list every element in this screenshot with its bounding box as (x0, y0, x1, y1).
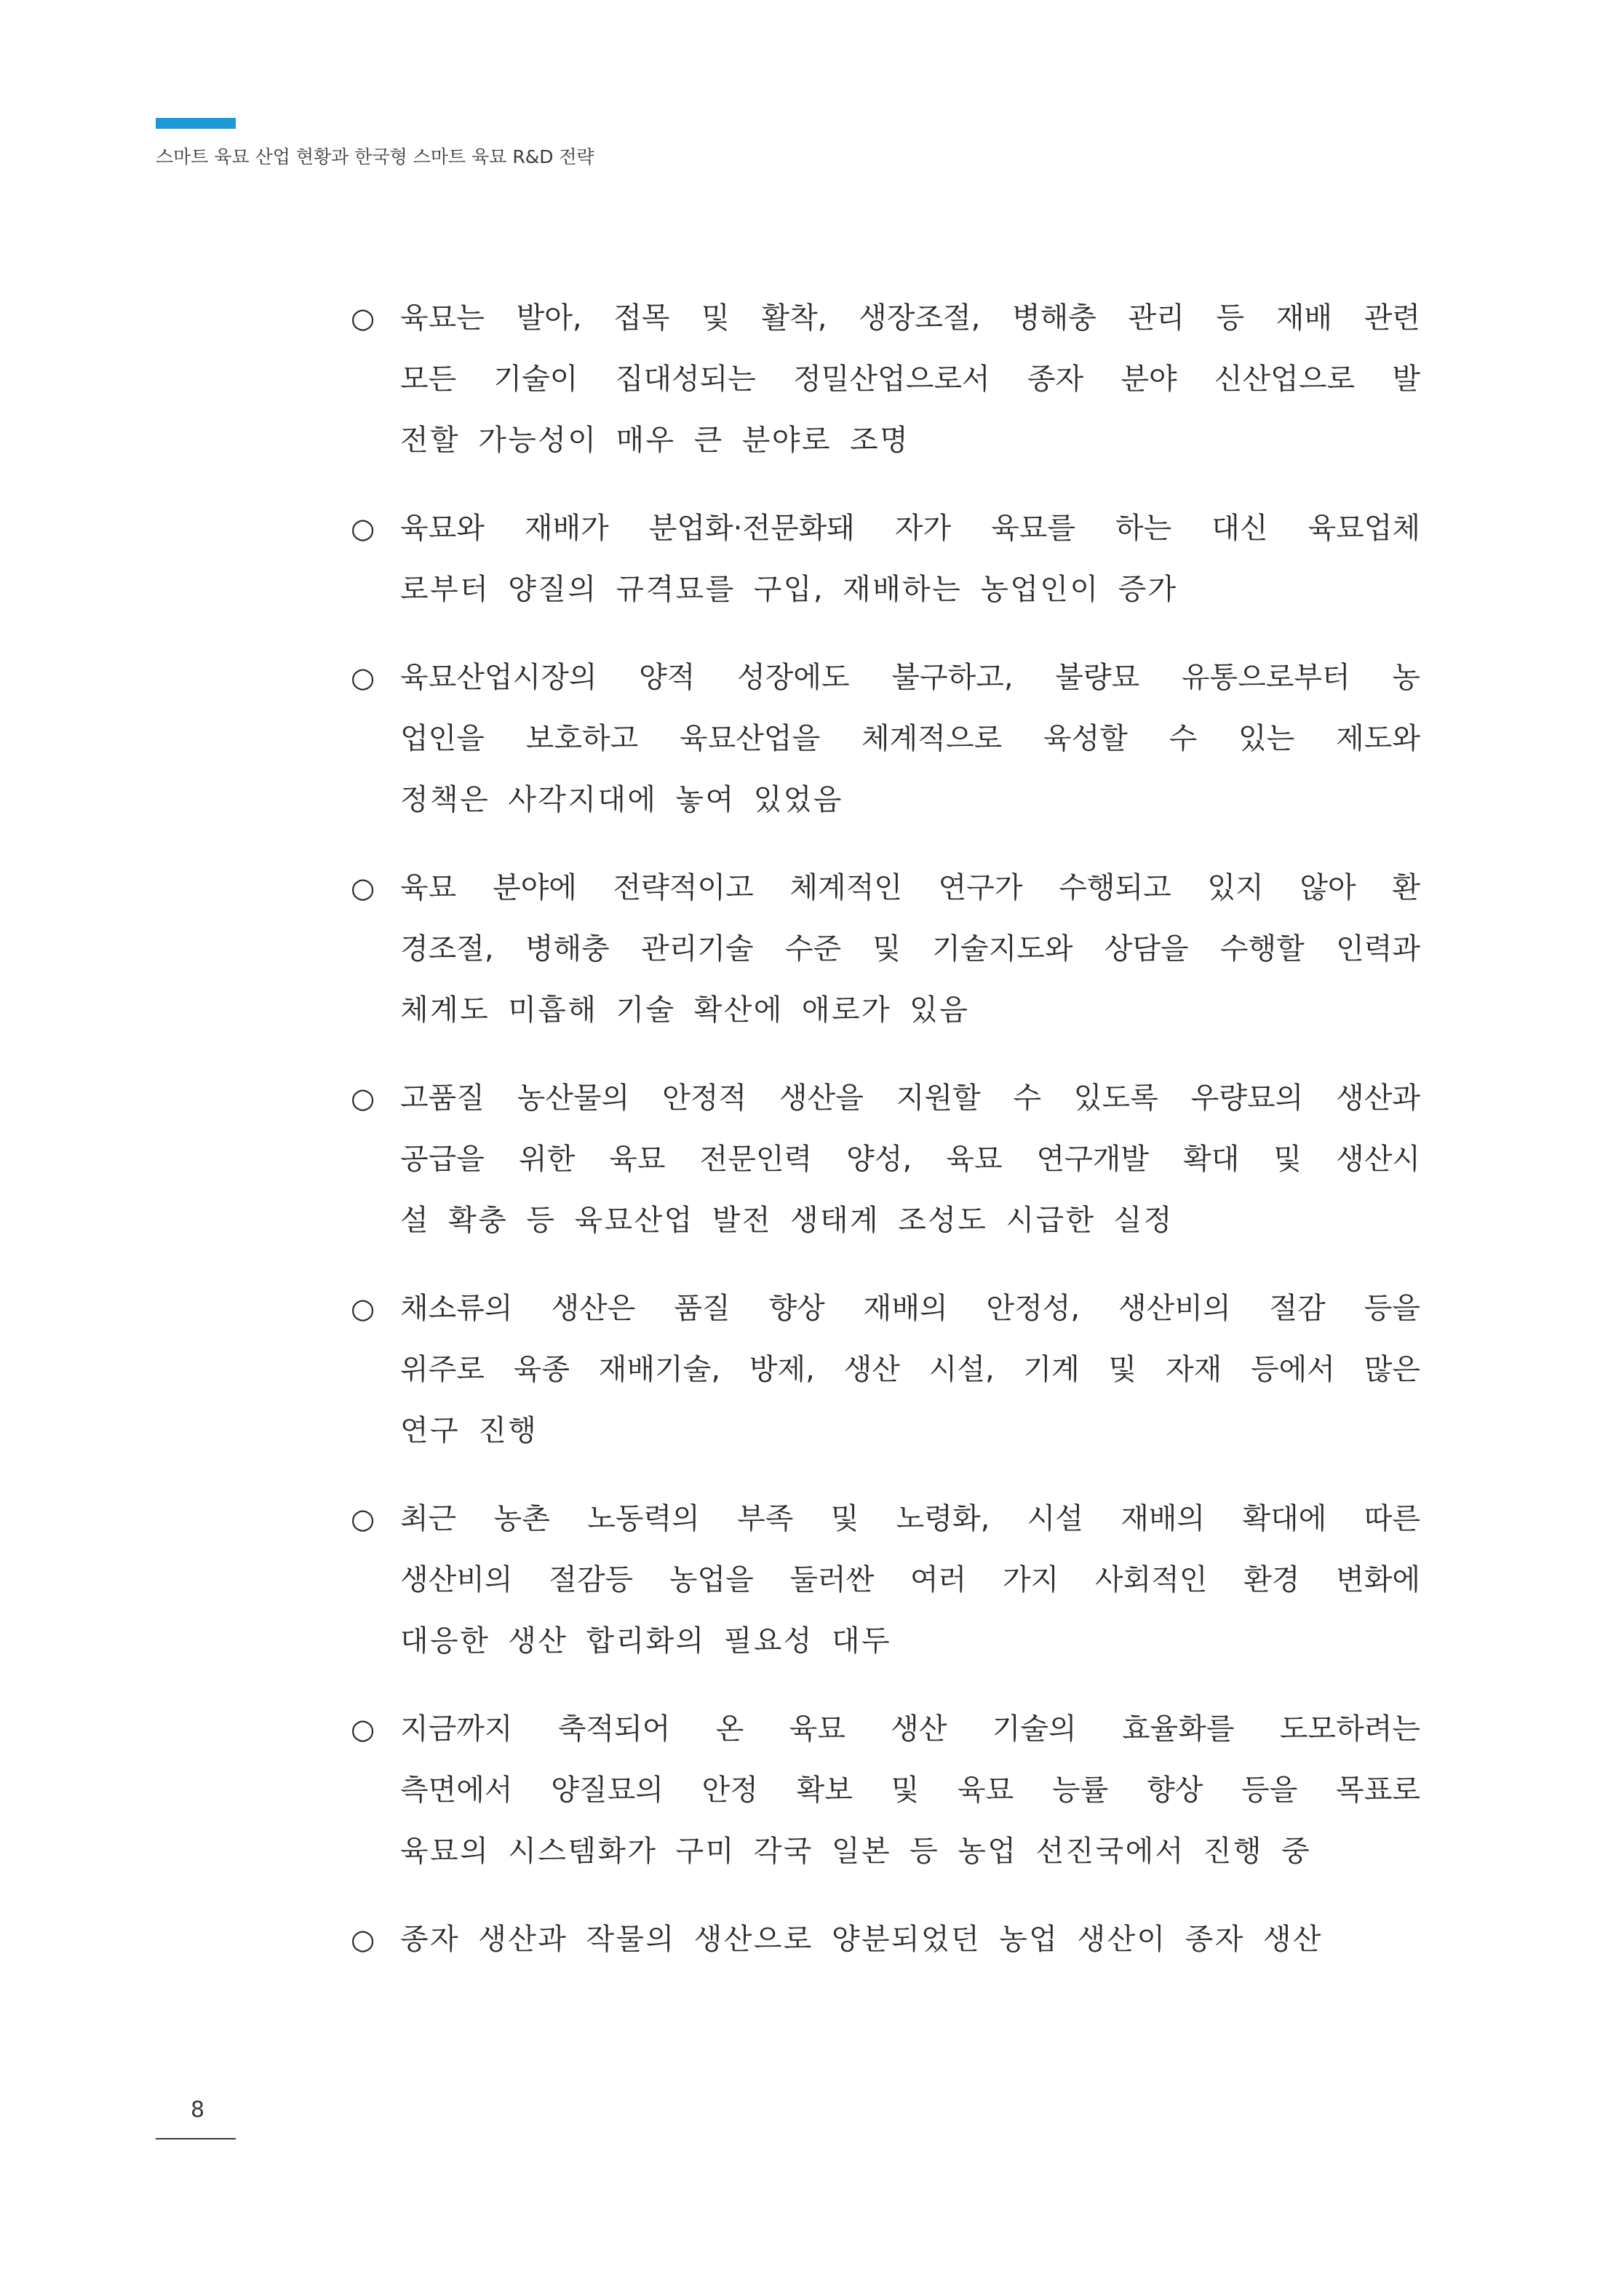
bullet-circle-icon: ○ (351, 872, 375, 904)
bullet-text-line: 최근 농촌 노동력의 부족 및 노령화, 시설 재배의 확대에 따른 (400, 1502, 1420, 1535)
bullet-text-line: 육묘 분야에 전략적이고 체계적인 연구가 수행되고 있지 않아 환 (400, 871, 1420, 905)
bullet-text-line: 모든 기술이 집대성되는 정밀산업으로서 종자 분야 신산업으로 발 (400, 362, 1420, 396)
bullet-text-line: 지금까지 축적되어 온 육묘 생산 기술의 효율화를 도모하려는 (400, 1712, 1420, 1746)
bullet-text-line: 육묘산업시장의 양적 성장에도 불구하고, 불량묘 유통으로부터 농 (400, 661, 1420, 694)
bullet-text-line: 종자 생산과 작물의 생산으로 양분되었던 농업 생산이 종자 생산 (400, 1923, 1323, 1956)
bullet-item (351, 1909, 1420, 1970)
running-header-title: 스마트 육묘 산업 현황과 한국형 스마트 육묘 R&D 전략 (156, 146, 594, 167)
bullet-text-line: 생산비의 절감등 농업을 둘러싼 여러 가지 사회적인 환경 변화에 (400, 1563, 1420, 1597)
bullet-circle-icon: ○ (351, 1082, 375, 1114)
bullet-text-line: 육묘의 시스템화가 구미 각국 일본 등 농업 선진국에서 진행 중 (400, 1835, 1312, 1868)
bullet-text-line: 대응한 생산 합리화의 필요성 대두 (400, 1624, 892, 1658)
bullet-circle-icon: ○ (351, 512, 375, 544)
bullet-text-line: 육묘는 발아, 접목 및 활착, 생장조절, 병해충 관리 등 재배 관련 (400, 301, 1420, 335)
header-accent-bar (156, 118, 236, 129)
bullet-text-line: 채소류의 생산은 품질 향상 재배의 안정성, 생산비의 절감 등을 (400, 1292, 1420, 1325)
bullet-text-line: 육묘와 재배가 분업화·전문화돼 자가 육묘를 하는 대신 육묘업체 (400, 512, 1420, 545)
bullet-text-line: 위주로 육종 재배기술, 방제, 생산 시설, 기계 및 자재 등에서 많은 (400, 1353, 1420, 1386)
bullet-item (351, 647, 1420, 830)
bullet-text-line: 설 확충 등 육묘산업 발전 생태계 조성도 시급한 실정 (400, 1204, 1174, 1237)
bullet-item (351, 1068, 1420, 1251)
bullet-circle-icon: ○ (351, 1292, 375, 1324)
bullet-text-line: 정책은 사각지대에 놓여 있었음 (400, 783, 843, 816)
document-body (351, 287, 1420, 1997)
page-number: 8 (191, 2097, 205, 2123)
bullet-item (351, 1698, 1420, 1882)
bullet-item (351, 1488, 1420, 1672)
footer-rule (156, 2138, 236, 2139)
bullet-text-line: 경조절, 병해충 관리기술 수준 및 기술지도와 상담을 수행할 인력과 (400, 932, 1420, 966)
bullet-text-line: 고품질 농산물의 안정적 생산을 지원할 수 있도록 우량묘의 생산과 (400, 1081, 1420, 1115)
bullet-text-line: 체계도 미흡해 기술 확산에 애로가 있음 (400, 993, 970, 1027)
bullet-text-line: 공급을 위한 육묘 전문인력 양성, 육묘 연구개발 확대 및 생산시 (400, 1143, 1420, 1176)
bullet-item (351, 1278, 1420, 1461)
bullet-circle-icon: ○ (351, 1713, 375, 1745)
bullet-circle-icon: ○ (351, 1503, 375, 1535)
bullet-circle-icon: ○ (351, 302, 375, 334)
bullet-item (351, 857, 1420, 1041)
bullet-circle-icon: ○ (351, 1923, 375, 1955)
bullet-item (351, 287, 1420, 471)
bullet-circle-icon: ○ (351, 661, 375, 694)
bullet-text-line: 업인을 보호하고 육묘산업을 체계적으로 육성할 수 있는 제도와 (400, 722, 1420, 755)
bullet-item (351, 498, 1420, 620)
bullet-text-line: 로부터 양질의 규격묘를 구입, 재배하는 농업인이 증가 (400, 573, 1178, 606)
bullet-text-line: 측면에서 양질묘의 안정 확보 및 육묘 능률 향상 등을 목표로 (400, 1773, 1420, 1807)
bullet-text-line: 전할 가능성이 매우 큰 분야로 조명 (400, 424, 910, 457)
bullet-text-line: 연구 진행 (400, 1414, 538, 1447)
